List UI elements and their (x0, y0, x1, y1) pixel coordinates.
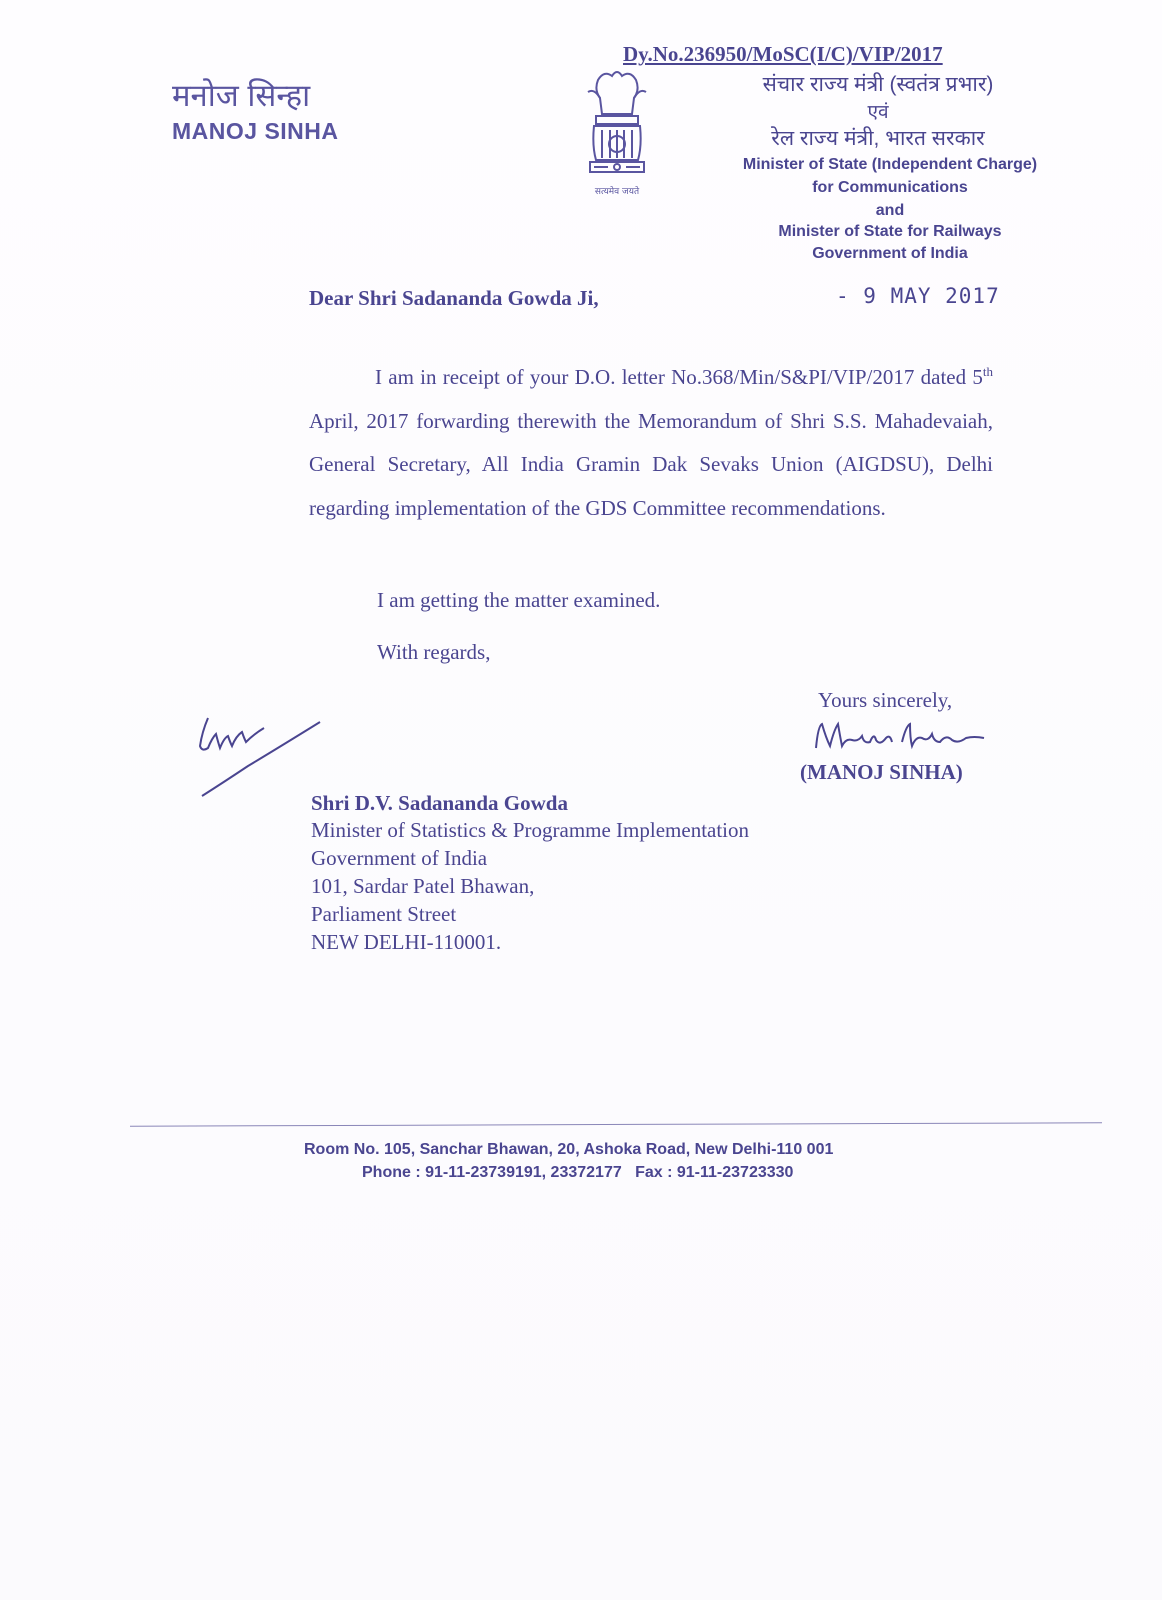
emblem-motto: सत्यमेव जयते (594, 187, 640, 197)
recipient-name: Shri D.V. Sadananda Gowda (311, 791, 568, 815)
title-english-3: and (875, 202, 905, 219)
title-english-5: Government of India (812, 245, 968, 262)
recipient-line-4: Parliament Street (311, 902, 457, 926)
para1-part-a: I am in receipt of your D.O. letter No.368/Min/S&PI/VIP/2017 dated 5 (375, 365, 983, 389)
sender-name-english: MANOJ SINHA (172, 118, 339, 144)
title-hindi-3: रेल राज्य मंत्री, भारत सरकार (771, 127, 985, 150)
title-english-4: Minister of State for Railways (778, 223, 1002, 240)
sender-name-hindi: मनोज सिन्हा (172, 78, 311, 113)
closing-line: Yours sincerely, (818, 688, 953, 712)
recipient-line-1: Minister of Statistics & Programme Implementation (311, 818, 750, 842)
diary-number: Dy.No.236950/MoSC(I/C)/VIP/2017 (623, 42, 943, 66)
recipient-line-2: Government of India (311, 846, 488, 870)
signatory-name: (MANOJ SINHA) (800, 760, 963, 784)
title-hindi-1: संचार राज्य मंत्री (स्वतंत्र प्रभार) (762, 73, 994, 96)
title-english-2: for Communications (812, 179, 968, 196)
para1-superscript: th (982, 364, 993, 379)
title-hindi-2: एवं (867, 102, 889, 123)
footer-address: Room No. 105, Sanchar Bhawan, 20, Ashoka Road, New Delhi-110 001 (304, 1141, 834, 1158)
footer-divider (130, 1122, 1102, 1126)
recipient-line-3: 101, Sardar Patel Bhawan, (311, 874, 535, 898)
regards-line: With regards, (377, 640, 491, 664)
initials-icon (188, 708, 328, 800)
footer-phone: Phone : 91-11-23739191, 23372177 (362, 1164, 622, 1181)
footer-fax: Fax : 91-11-23723330 (635, 1164, 794, 1181)
title-english-1: Minister of State (Independent Charge) (742, 156, 1038, 173)
date-stamp: - 9 MAY 2017 (836, 284, 1000, 308)
para1-part-b: April, 2017 forwarding therewith the Memorandum of Shri S.S. Mahadevaiah, General Secretary, All India Gramin Dak Sevaks Union (AIGDSU), Delhi regarding implementation of the GDS Committee recommendations. (309, 408, 993, 520)
salutation: Dear Shri Sadananda Gowda Ji, (309, 286, 599, 310)
national-emblem-icon (574, 68, 660, 208)
body-paragraph-2: I am getting the matter examined. (377, 588, 661, 612)
footer-contact (362, 1164, 922, 1182)
signature-icon (806, 712, 996, 760)
body-paragraph (309, 350, 993, 530)
recipient-line-5: NEW DELHI-110001. (311, 930, 502, 954)
